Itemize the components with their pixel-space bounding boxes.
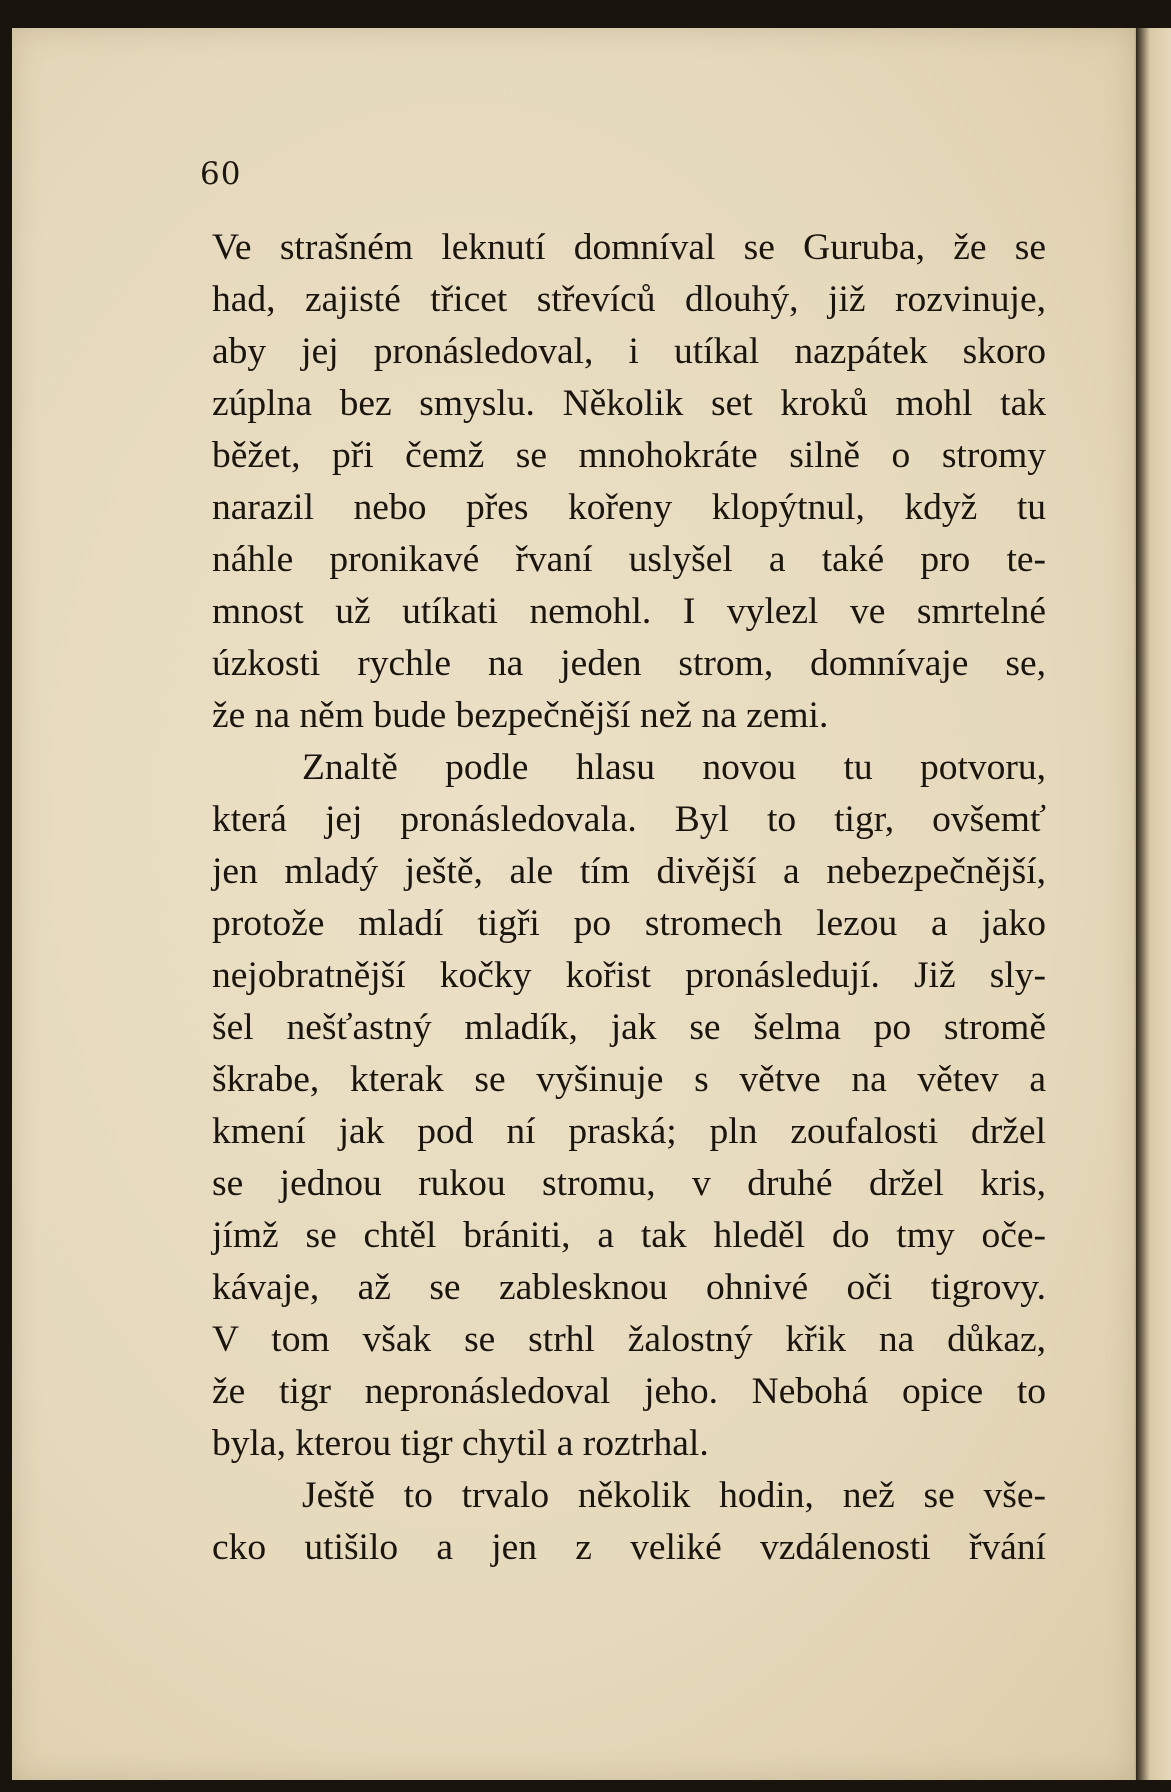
text-line: jímž se chtěl brániti, a tak hleděl do tmy oče-: [212, 1215, 1046, 1256]
body-text: [212, 222, 1046, 1574]
text-line: náhle pronikavé řvaní uslyšel a také pro te-: [212, 539, 1046, 580]
text-line: V tom však se strhl žalostný křik na důkaz,: [212, 1319, 1046, 1360]
text-line: protože mladí tigři po stromech lezou a jako: [212, 903, 1046, 944]
paragraph-2: [212, 742, 1046, 1470]
text-line: která jej pronásledovala. Byl to tigr, ovšemť: [212, 799, 1046, 840]
text-line: narazil nebo přes kořeny klopýtnul, když tu: [212, 487, 1046, 528]
text-line: nejobratnější kočky kořist pronásledují. Již sly-: [212, 955, 1046, 996]
text-line: kávaje, až se zablesknou ohnivé oči tigrovy.: [212, 1267, 1046, 1308]
text-line: se jednou rukou stromu, v druhé držel kris,: [212, 1163, 1046, 1204]
text-line: kmení jak pod ní praská; pln zoufalosti držel: [212, 1111, 1046, 1152]
text-line: byla, kterou tigr chytil a roztrhal.: [212, 1423, 709, 1464]
paragraph-3: [212, 1470, 1046, 1574]
text-line: šel nešťastný mladík, jak se šelma po stromě: [212, 1007, 1046, 1048]
text-line: jen mladý ještě, ale tím divější a nebezpečnější,: [212, 851, 1046, 892]
facing-page-edge: [1136, 28, 1171, 1780]
text-line: Ještě to trvalo několik hodin, než se vše-: [302, 1475, 1046, 1516]
paragraph-1: [212, 222, 1046, 742]
text-line: úzkosti rychle na jeden strom, domnívaje se,: [212, 643, 1046, 684]
text-line: běžet, při čemž se mnohokráte silně o stromy: [212, 435, 1046, 476]
book-page: [12, 28, 1134, 1780]
text-line: škrabe, kterak se vyšinuje s větve na větev a: [212, 1059, 1046, 1100]
text-line: had, zajisté třicet střevíců dlouhý, již rozvinuje,: [212, 279, 1046, 320]
text-line: že na něm bude bezpečnější než na zemi.: [212, 695, 829, 736]
text-line: Znaltě podle hlasu novou tu potvoru,: [302, 747, 1046, 788]
text-line: že tigr nepronásledoval jeho. Nebohá opice to: [212, 1371, 1046, 1412]
text-line: mnost už utíkati nemohl. I vylezl ve smrtelné: [212, 591, 1046, 632]
text-line: cko utišilo a jen z veliké vzdálenosti řvání: [212, 1527, 1046, 1568]
page-number: 60: [200, 156, 242, 192]
text-line: Ve strašném leknutí domníval se Guruba, že se: [212, 227, 1046, 268]
text-line: zúplna bez smyslu. Několik set kroků mohl tak: [212, 383, 1046, 424]
text-line: aby jej pronásledoval, i utíkal nazpátek skoro: [212, 331, 1046, 372]
